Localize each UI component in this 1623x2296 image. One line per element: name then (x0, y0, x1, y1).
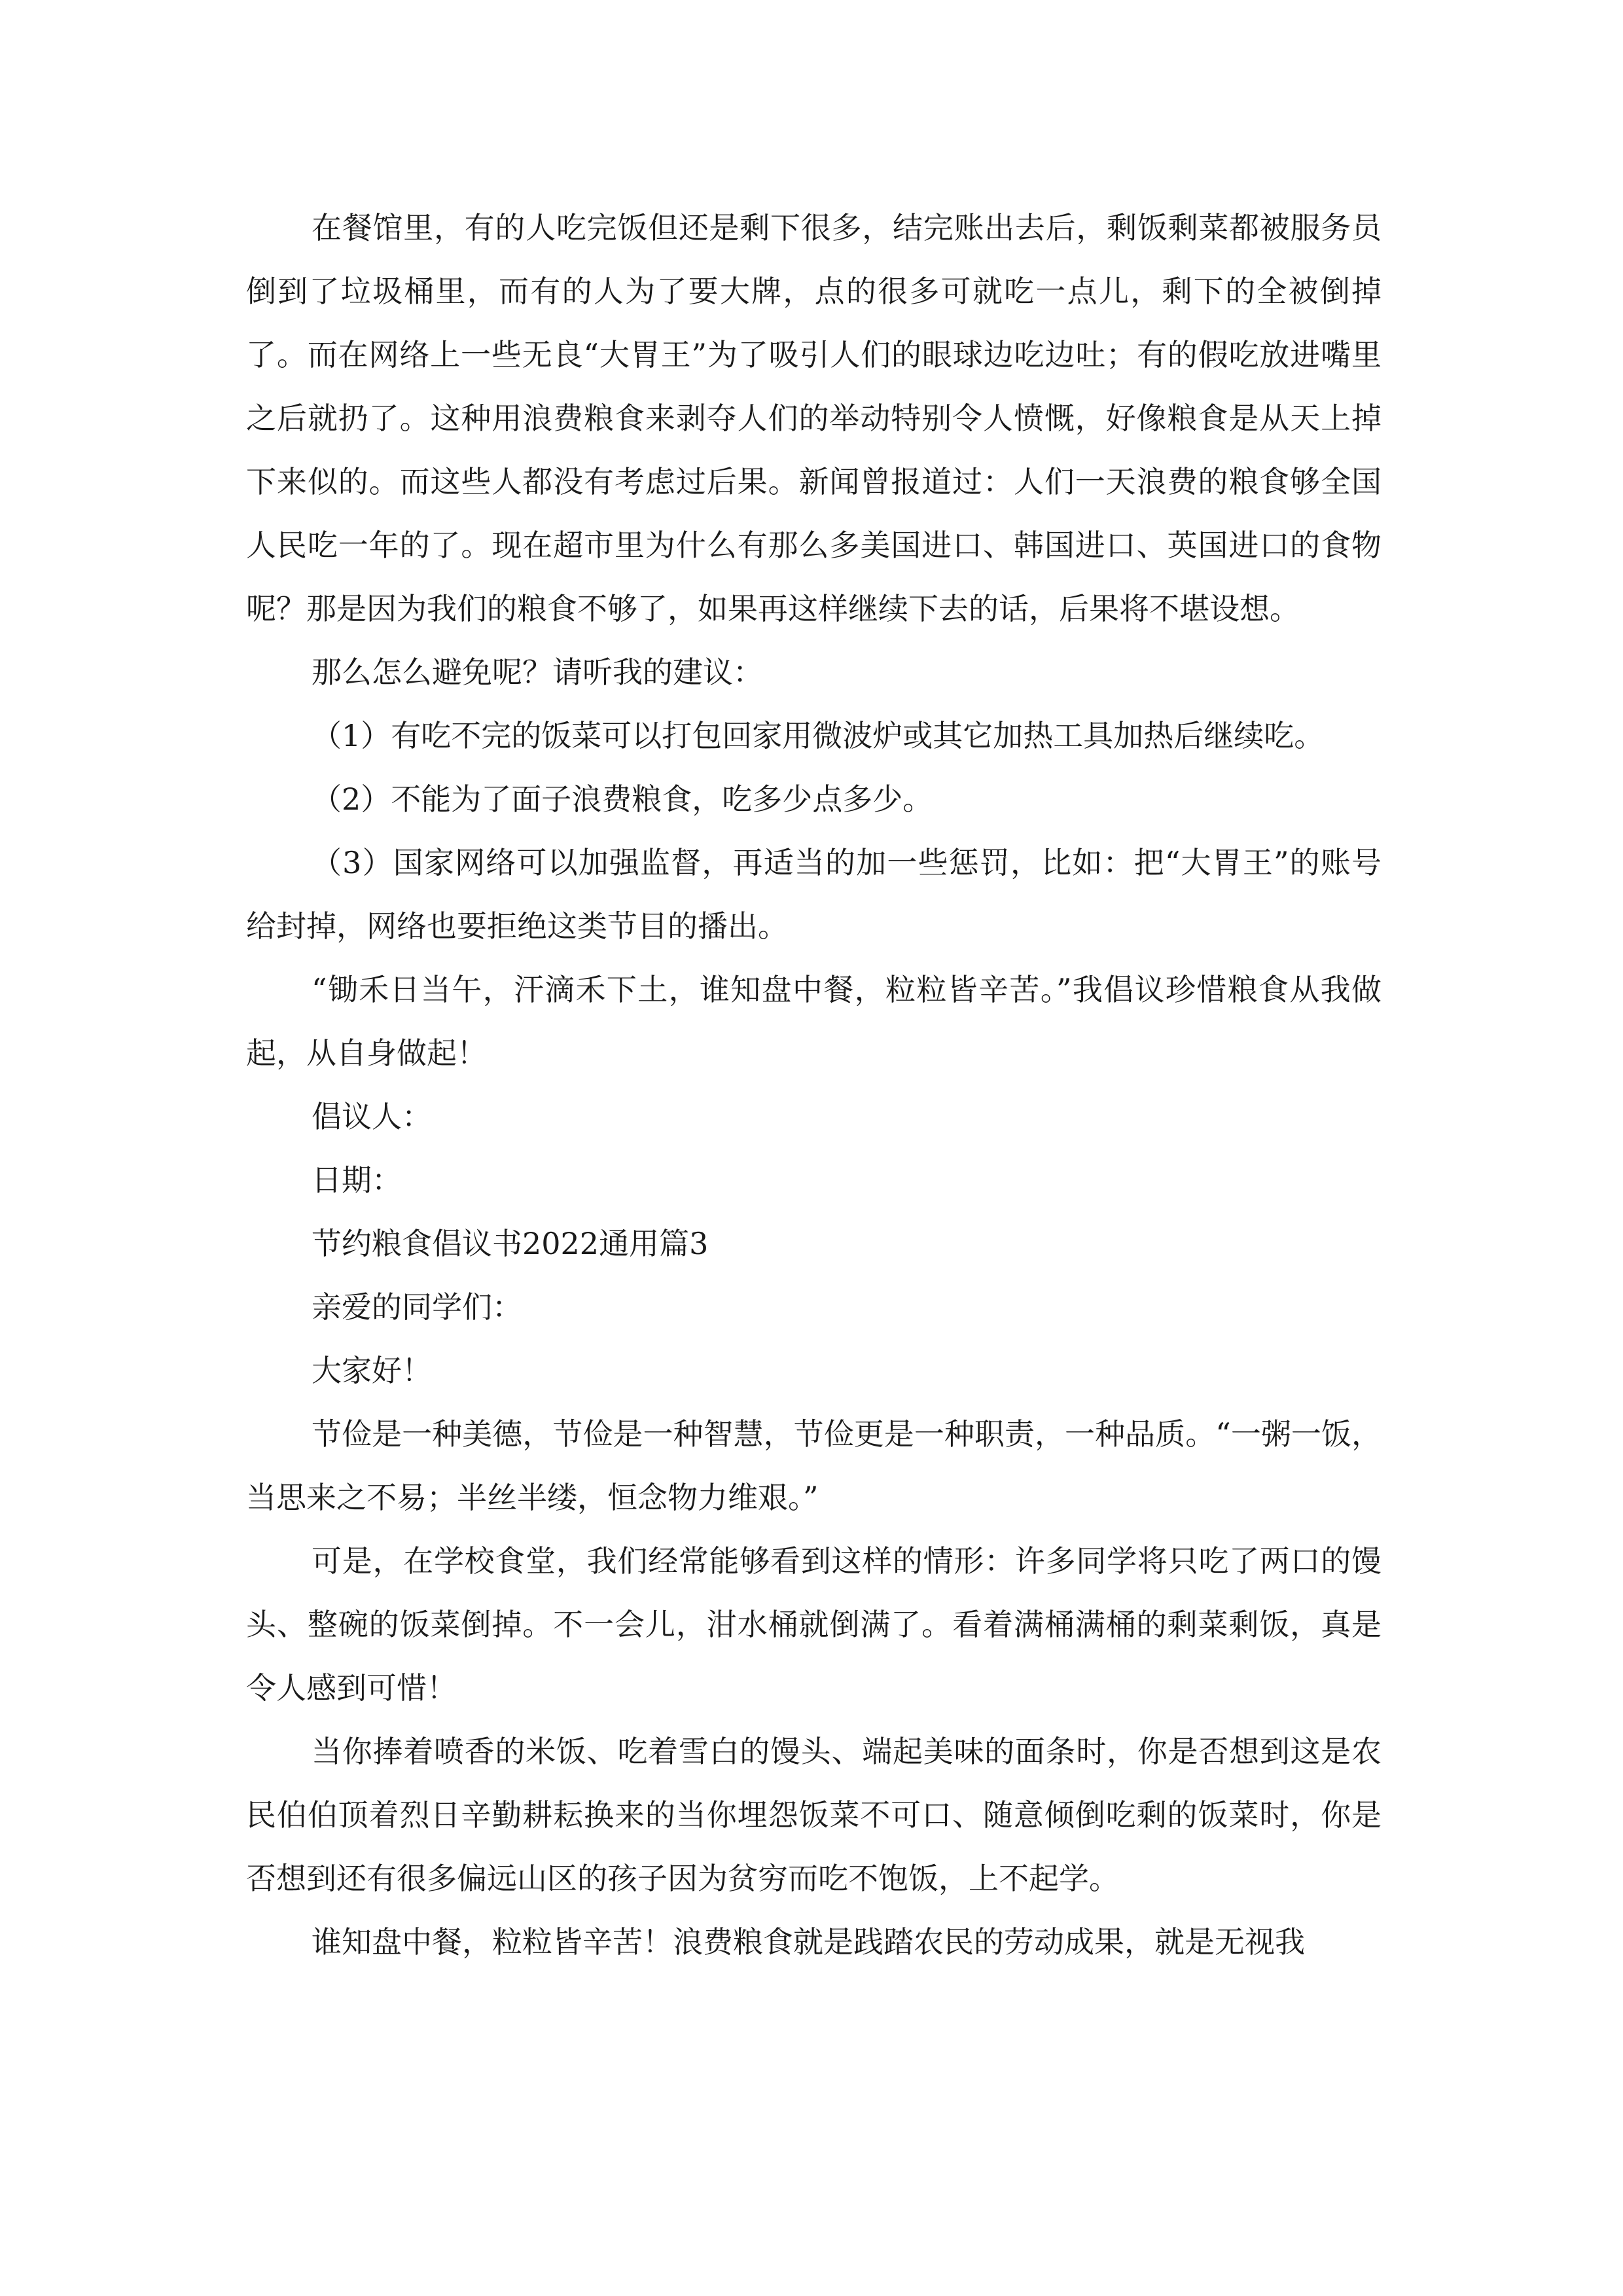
document-body (246, 196, 1382, 1974)
paragraph-closing: 谁知盘中餐，粒粒皆辛苦！浪费粮食就是践踏农民的劳动成果，就是无视我 (312, 1924, 1305, 1960)
paragraph-canteen-waste: 可是，在学校食堂，我们经常能够看到这样的情形：许多同学将只吃了两口的馒头、整碗的饭菜倒掉。不一会儿，泔水桶就倒满了。看着满桶满桶的剩菜剩饭，真是令人感到可惜！ (246, 1543, 1382, 1706)
paragraph-thrift-virtue: 节俭是一种美德，节俭是一种智慧，节俭更是一种职责，一种品质。“一粥一饭，当思来之不易；半丝半缕，恒念物力维艰。” (246, 1416, 1382, 1515)
salutation: 亲爱的同学们： (312, 1289, 522, 1325)
paragraph-suggestion-intro: 那么怎么避免呢？请听我的建议： (312, 655, 763, 690)
paragraph-restaurant-waste: 在餐馆里，有的人吃完饭但还是剩下很多，结完账出去后，剩饭剩菜都被服务员倒到了垃圾桶里，而有的人为了要大牌，点的很多可就吃一点儿，剩下的全被倒掉了。而在网络上一些无良“大胃王”为了吸引人们的眼球边吃边吐；有的假吃放进嘴里之后就扔了。这种用浪费粮食来剥夺人们的举动特别令人愤慨，好像粮食是从天上掉下来似的。而这些人都没有考虑过后果。新闻曾报道过：人们一天浪费的粮食够全国人民吃一年的了。现在超市里为什么有那么多美国进口、韩国进口、英国进口的食物呢？那是因为我们的粮食不够了，如果再这样继续下去的话，后果将不堪设想。 (246, 210, 1382, 626)
section-title: 节约粮食倡议书2022通用篇3 (312, 1226, 709, 1261)
signature-proposer: 倡议人： (312, 1099, 432, 1134)
greeting: 大家好！ (312, 1353, 432, 1388)
paragraph-suggestion-1: （1）有吃不完的饭菜可以打包回家用微波炉或其它加热工具加热后继续吃。 (312, 718, 1325, 753)
paragraph-farmers: 当你捧着喷香的米饭、吃着雪白的馒头、端起美味的面条时，你是否想到这是农民伯伯顶着烈日辛勤耕耘换来的当你埋怨饭菜不可口、随意倾倒吃剩的饭菜时，你是否想到还有很多偏远山区的孩子因为贫穷而吃不饱饭，上不起学。 (246, 1734, 1382, 1896)
paragraph-poem-appeal: “锄禾日当午，汗滴禾下土，谁知盘中餐，粒粒皆辛苦。”我倡议珍惜粮食从我做起，从自身做起！ (246, 972, 1382, 1071)
paragraph-suggestion-2: （2）不能为了面子浪费粮食，吃多少点多少。 (312, 781, 933, 817)
paragraph-suggestion-3: （3）国家网络可以加强监督，再适当的加一些惩罚，比如：把“大胃王”的账号给封掉，网络也要拒绝这类节目的播出。 (246, 845, 1382, 944)
signature-date: 日期： (312, 1162, 402, 1198)
